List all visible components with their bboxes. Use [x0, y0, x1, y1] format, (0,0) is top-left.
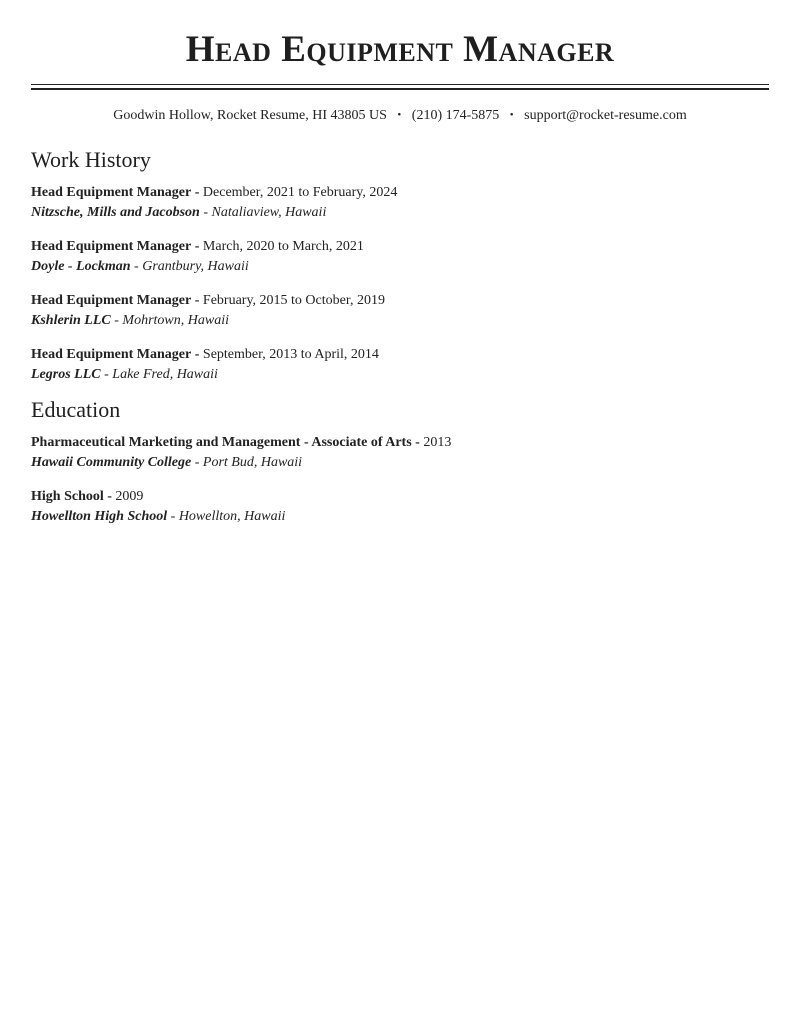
job-dates: September, 2013 to April, 2014 — [202, 347, 379, 362]
school-name: Hawaii Community College — [31, 455, 192, 470]
dash: - — [203, 205, 208, 220]
school-line — [31, 507, 769, 527]
education-heading: Education — [31, 397, 121, 422]
dash: - — [134, 259, 139, 274]
school-location: Howellton, Hawaii — [178, 509, 286, 524]
company-line — [31, 365, 769, 385]
job-entry — [31, 237, 769, 277]
job-role: Head Equipment Manager — [31, 239, 192, 254]
degree-name: Pharmaceutical Marketing and Management - Associate of Arts — [31, 435, 412, 450]
job-line — [31, 345, 769, 365]
company-name: Nitzsche, Mills and Jacobson — [31, 205, 200, 220]
dash: - — [170, 509, 176, 524]
school-name: Howellton High School — [31, 509, 168, 524]
work-history-list — [31, 183, 769, 385]
company-line — [31, 203, 769, 223]
dash: - — [104, 367, 109, 382]
contact-line — [31, 106, 769, 126]
dash: - — [194, 455, 200, 470]
job-entry — [31, 345, 769, 385]
education-entry — [31, 487, 769, 527]
job-entry — [31, 183, 769, 223]
job-dates: March, 2020 to March, 2021 — [202, 239, 364, 254]
job-line — [31, 183, 769, 203]
dash: - — [194, 239, 200, 254]
company-name: Kshlerin LLC — [31, 313, 111, 328]
dash: - — [107, 489, 112, 504]
work-history-heading: Work History — [31, 147, 151, 172]
company-location: Lake Fred, Hawaii — [112, 367, 218, 382]
company-name: Legros LLC — [31, 367, 101, 382]
resume-name: Head Equipment Manager — [185, 29, 615, 70]
dash: - — [194, 185, 200, 200]
education-entry — [31, 433, 769, 473]
job-role: Head Equipment Manager — [31, 293, 192, 308]
company-line — [31, 311, 769, 331]
contact-email: support@rocket-resume.com — [524, 108, 687, 123]
graduation-year: 2009 — [115, 489, 144, 504]
header-divider-thin — [31, 84, 769, 85]
company-location: Nataliaview, Hawaii — [211, 205, 327, 220]
job-entry — [31, 291, 769, 331]
company-line — [31, 257, 769, 277]
job-dates: February, 2015 to October, 2019 — [202, 293, 385, 308]
dash: - — [194, 293, 200, 308]
school-line — [31, 453, 769, 473]
school-location: Port Bud, Hawaii — [202, 455, 303, 470]
dash: - — [114, 313, 119, 328]
dash: - — [194, 347, 200, 362]
job-role: Head Equipment Manager — [31, 185, 192, 200]
graduation-year: 2013 — [423, 435, 452, 450]
contact-address: Goodwin Hollow, Rocket Resume, HI 43805 US — [113, 108, 387, 123]
degree-line — [31, 433, 769, 453]
job-role: Head Equipment Manager — [31, 347, 192, 362]
job-dates: December, 2021 to February, 2024 — [202, 185, 398, 200]
degree-line — [31, 487, 769, 507]
company-location: Grantbury, Hawaii — [142, 259, 249, 274]
degree-name: High School — [31, 489, 104, 504]
education-list — [31, 433, 769, 527]
company-location: Mohrtown, Hawaii — [122, 313, 229, 328]
job-line — [31, 237, 769, 257]
header-divider-thick — [31, 88, 769, 90]
job-line — [31, 291, 769, 311]
contact-separator: • — [397, 109, 402, 121]
dash: - — [415, 435, 420, 450]
company-name: Doyle - Lockman — [31, 259, 131, 274]
contact-separator: • — [509, 109, 514, 121]
contact-phone: (210) 174-5875 — [411, 108, 500, 123]
